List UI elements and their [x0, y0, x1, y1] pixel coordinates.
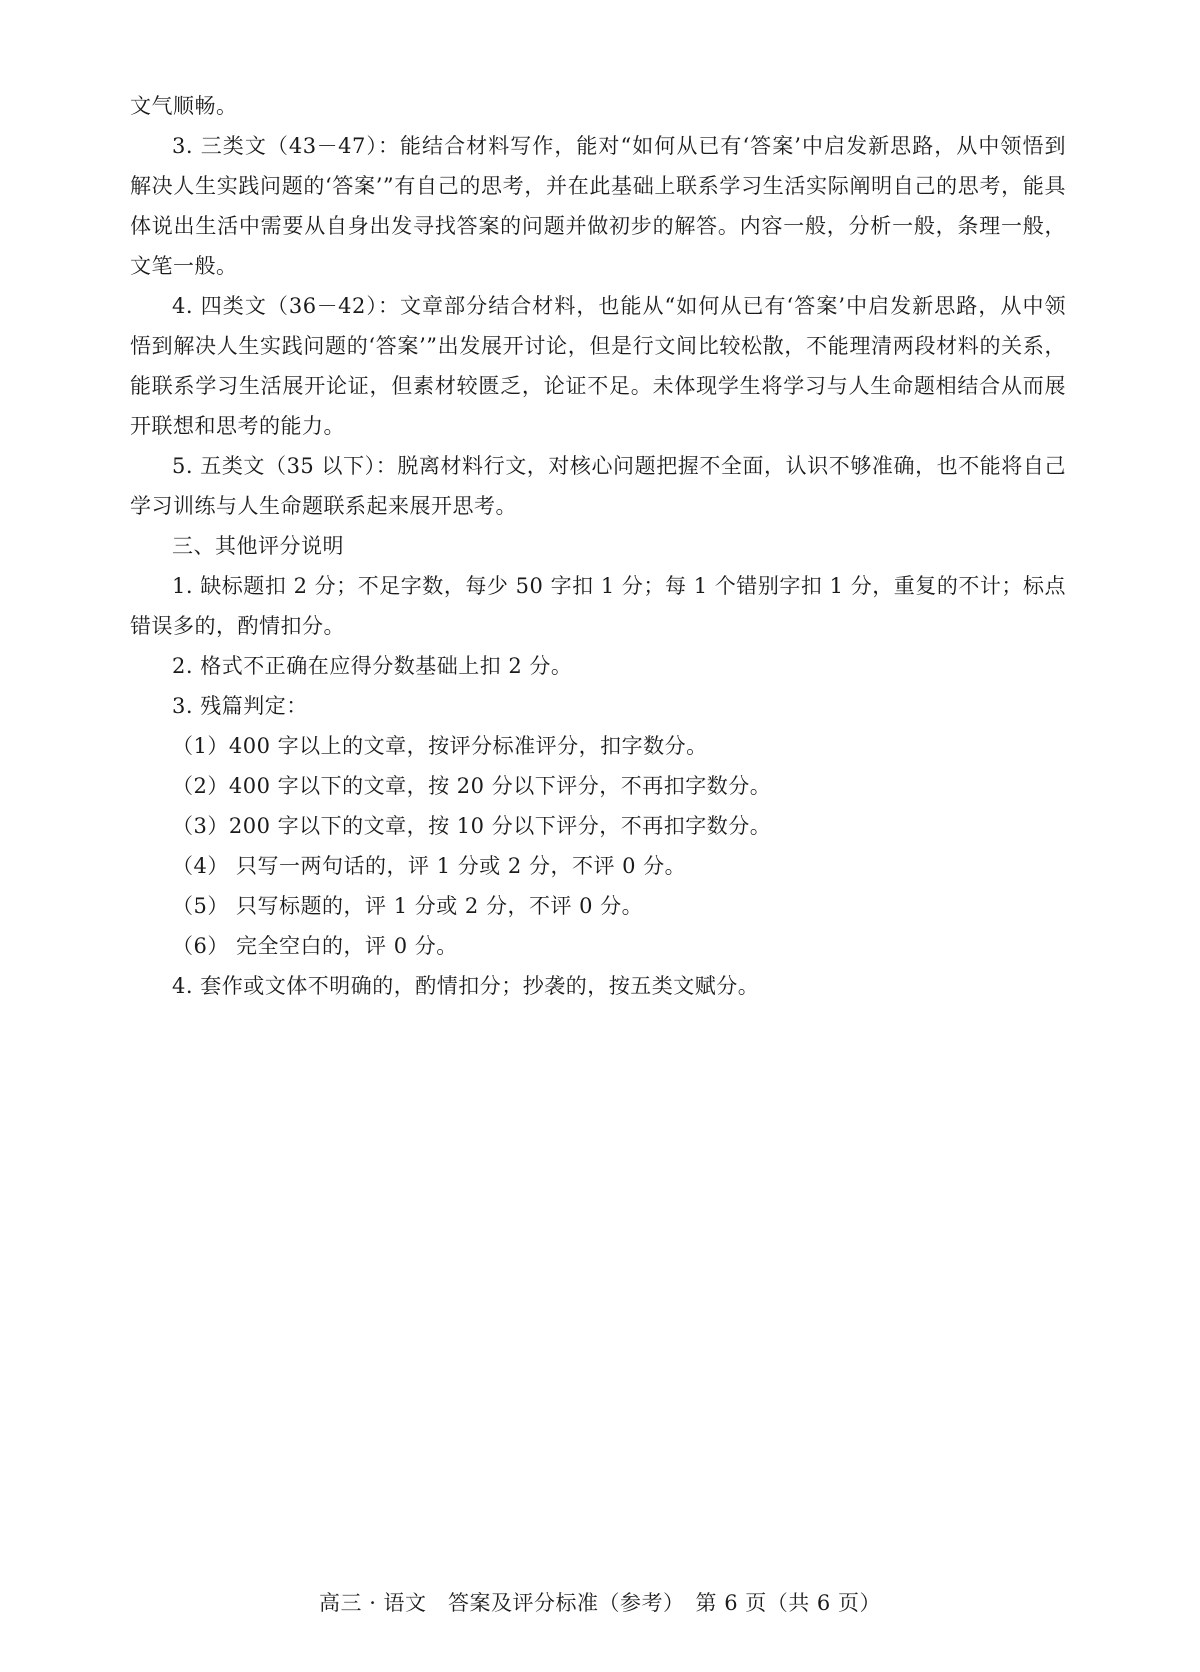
rule-3-item-3: （3）200 字以下的文章，按 10 分以下评分，不再扣字数分。	[172, 814, 772, 838]
rule-3-item-1: （1）400 字以上的文章，按评分标准评分，扣字数分。	[172, 734, 708, 758]
rule-4-plagiarism: 4. 套作或文体不明确的，酌情扣分；抄袭的，按五类文赋分。	[172, 974, 760, 998]
paragraph-grade-5: 5. 五类文（35 以下）：脱离材料行文，对核心问题把握不全面，认识不够准确，也不能将自己学习训练与人生命题联系起来展开思考。	[130, 454, 1066, 518]
paragraph-grade-4: 4. 四类文（36－42）：文章部分结合材料，也能从“如何从已有‘答案’中启发新思路，从中领悟到解决人生实践问题的‘答案’”出发展开讨论，但是行文间比较松散，不能理清两段材料的关系，能联系学习生活展开论证，但素材较匮乏，论证不足。未体现学生将学习与人生命题相结合从而展开联想和思考的能力。	[130, 294, 1066, 438]
rule-3-item-6: （6） 完全空白的，评 0 分。	[172, 934, 458, 958]
rule-3-item-4: （4） 只写一两句话的，评 1 分或 2 分，不评 0 分。	[172, 854, 687, 878]
rule-3-item-5: （5） 只写标题的，评 1 分或 2 分，不评 0 分。	[172, 894, 644, 918]
paragraph-continuation: 文气顺畅。	[130, 94, 238, 118]
document-body	[130, 86, 1066, 1006]
section-heading-other-rules: 三、其他评分说明	[172, 534, 344, 558]
rule-3-item-2: （2）400 字以下的文章，按 20 分以下评分，不再扣字数分。	[172, 774, 772, 798]
rule-3-incomplete: 3. 残篇判定：	[172, 694, 308, 718]
rule-2-format: 2. 格式不正确在应得分数基础上扣 2 分。	[172, 654, 573, 678]
page-footer: 高三 · 语文 答案及评分标准（参考） 第 6 页（共 6 页）	[319, 1591, 881, 1615]
rule-1-title-wordcount: 1. 缺标题扣 2 分；不足字数，每少 50 字扣 1 分；每 1 个错别字扣 1 分，重复的不计；标点错误多的，酌情扣分。	[130, 574, 1066, 638]
paragraph-grade-3: 3. 三类文（43－47）：能结合材料写作，能对“如何从已有‘答案’中启发新思路，从中领悟到解决人生实践问题的‘答案’”有自己的思考，并在此基础上联系学习生活实际阐明自己的思考，能具体说出生活中需要从自身出发寻找答案的问题并做初步的解答。内容一般，分析一般，条理一般，文笔一般。	[130, 134, 1066, 278]
